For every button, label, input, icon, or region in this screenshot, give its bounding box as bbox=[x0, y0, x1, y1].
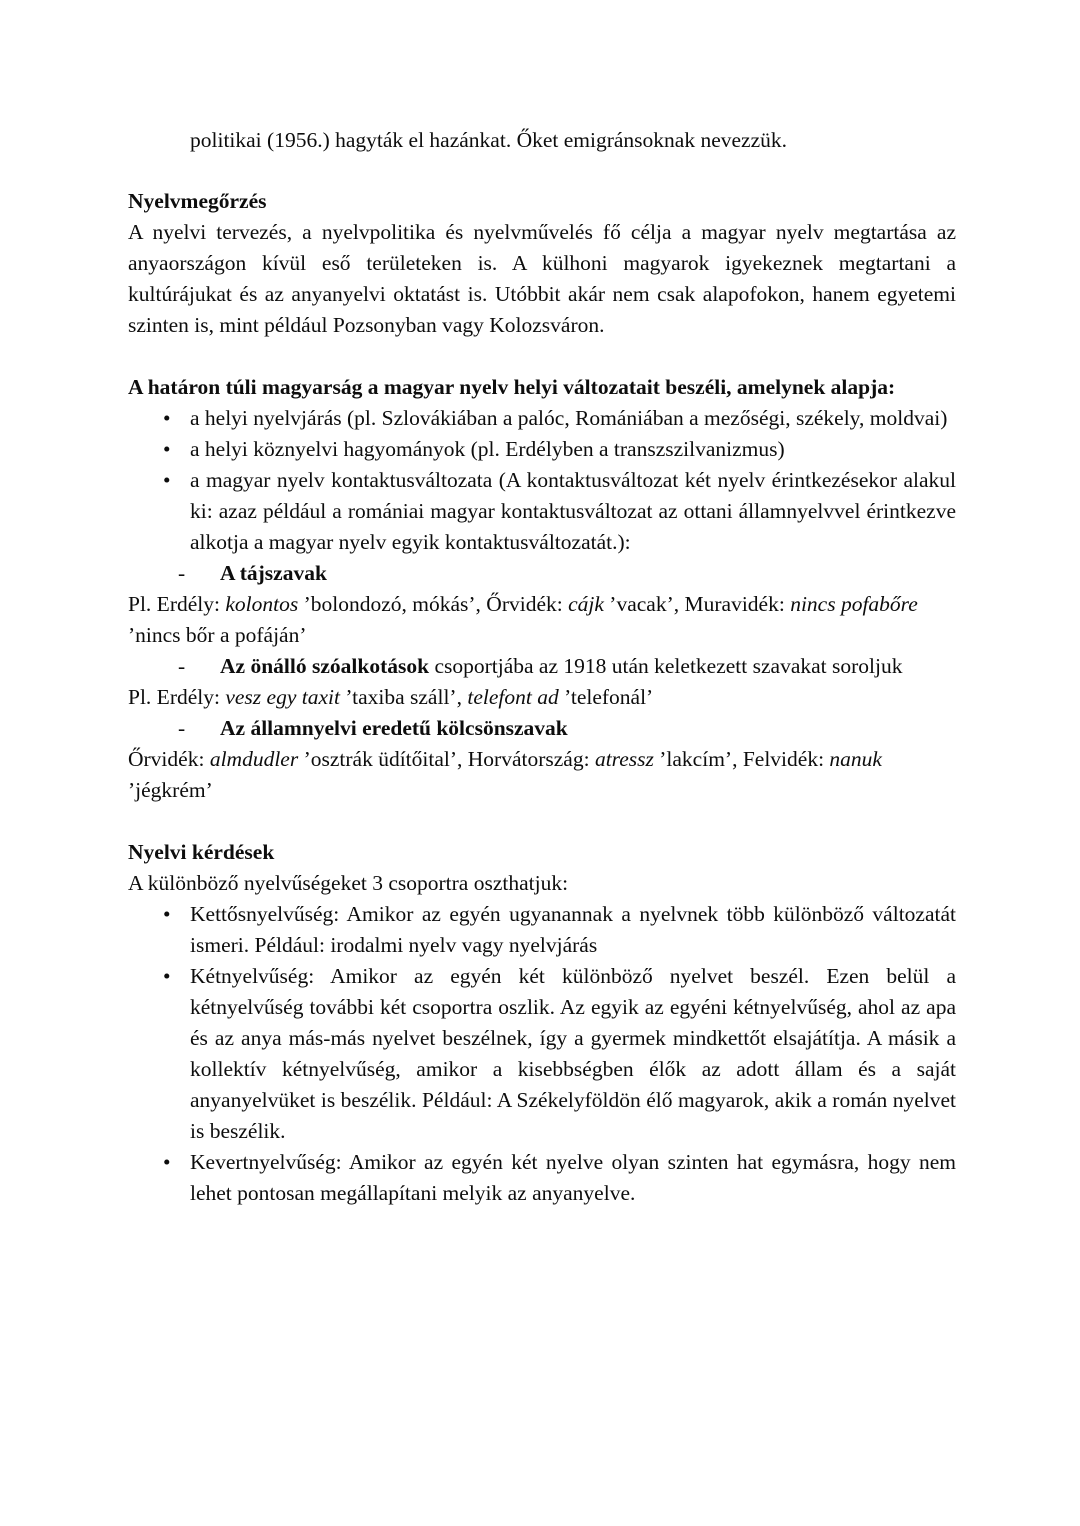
example-term: kolontos bbox=[225, 592, 299, 616]
list-item bbox=[128, 961, 956, 1147]
sub-list-item-title: Az önálló szóalkotások bbox=[220, 654, 430, 678]
bullet-disc-icon: • bbox=[163, 437, 171, 461]
example-gloss: ’telefonál’ bbox=[558, 685, 654, 709]
list-item bbox=[128, 1147, 956, 1209]
spacer bbox=[128, 156, 956, 186]
example-gloss: Pl. Erdély: bbox=[128, 592, 226, 616]
sub-list-item-title: Az államnyelvi eredetű kölcsönszavak bbox=[220, 716, 568, 740]
sub-list-example bbox=[128, 682, 956, 713]
opening-paragraph: politikai (1956.) hagyták el hazánkat. Őket emigránsoknak nevezzük. bbox=[190, 128, 788, 152]
section-heading-hataron-tuli: A határon túli magyarság a magyar nyelv helyi változatait beszéli, amelynek alapja: bbox=[128, 375, 896, 399]
bullet-disc-icon: • bbox=[163, 964, 171, 988]
section-body-nyelvmegorzes: A nyelvi tervezés, a nyelvpolitika és nyelvművelés fő célja a magyar nyelv megtartása az anyaországon kívül eső területeken is. A külhoni magyarok igyekeznek megtartani a kultúrájukat és az anyanyelvi oktatást is. Utóbbit akár nem csak alapofokon, hanem egyetemi szinten is, mint például Pozsonyban vagy Kolozsváron. bbox=[128, 220, 956, 337]
sub-list-item-title: A tájszavak bbox=[220, 561, 327, 585]
sub-list-example bbox=[128, 744, 956, 806]
bullet-disc-icon: • bbox=[163, 902, 171, 926]
dash-marker-icon: - bbox=[178, 561, 186, 585]
sub-list-item-title-trailing: csoportjába az 1918 után keletkezett szavakat soroljuk bbox=[429, 654, 903, 678]
page-content bbox=[128, 125, 956, 1209]
bullet-disc-icon: • bbox=[163, 1150, 171, 1174]
sub-list-item bbox=[128, 558, 956, 589]
example-term: vesz egy taxit bbox=[225, 685, 340, 709]
list-item bbox=[128, 434, 956, 465]
example-gloss: ’nincs bőr a pofáján’ bbox=[128, 623, 307, 647]
list-item-label: Kétnyelvűség: Amikor az egyén két különböző nyelvet beszél. Ezen belül a kétnyelvűség további két csoportra oszlik. Az egyik az egyéni kétnyelvűség, ahol az apa és az anya más-más nyelvet beszélnek, így a gyermek mindkettőt elsajátítja. A másik a kollektív kétnyelvűség, amikor a kisebbségben élők az adott állam és a saját anyanyelvüket is beszélik. Például: A Székelyföldön élő magyarok, akik a román nyelvet is beszélik. bbox=[190, 964, 956, 1143]
example-gloss: Pl. Erdély: bbox=[128, 685, 226, 709]
list-item-label: a helyi nyelvjárás (pl. Szlovákiában a palóc, Romániában a mezőségi, székely, moldvai) bbox=[190, 406, 948, 430]
list-item-label: a magyar nyelv kontaktusváltozata (A kontaktusváltozat két nyelv érintkezésekor alakul ki: azaz például a romániai magyar kontaktusváltozat az ottani államnyelvvel érintkezve alkotja a magyar nyelv egyik kontaktusváltozatát.): bbox=[190, 468, 956, 554]
example-term: nincs pofabőre bbox=[790, 592, 918, 616]
example-term: telefont ad bbox=[467, 685, 559, 709]
list-item-label: a helyi köznyelvi hagyományok (pl. Erdélyben a transzszilvanizmus) bbox=[190, 437, 785, 461]
sub-list-example bbox=[128, 589, 956, 651]
example-gloss: ’jégkrém’ bbox=[128, 778, 213, 802]
example-rich-text bbox=[128, 685, 653, 709]
example-rich-text bbox=[128, 747, 882, 802]
example-gloss: ’bolondozó, mókás’, Őrvidék: bbox=[298, 592, 569, 616]
example-gloss: ’lakcím’, Felvidék: bbox=[653, 747, 830, 771]
bullet-disc-icon: • bbox=[163, 468, 171, 492]
spacer bbox=[128, 341, 956, 372]
dash-marker-icon: - bbox=[178, 716, 186, 740]
example-term: almdudler bbox=[209, 747, 299, 771]
list-item-label: Kevertnyelvűség: Amikor az egyén két nyelve olyan szinten hat egymásra, hogy nem lehet pontosan megállapítani melyik az anyanyelve. bbox=[190, 1150, 956, 1205]
section-heading-nyelvmegorzes: Nyelvmegőrzés bbox=[128, 189, 267, 213]
dash-marker-icon: - bbox=[178, 654, 186, 678]
example-gloss: ’taxiba száll’, bbox=[339, 685, 468, 709]
example-gloss: ’vacak’, Muravidék: bbox=[603, 592, 791, 616]
spacer bbox=[128, 806, 956, 837]
example-gloss: ’osztrák üdítőital’, Horvátország: bbox=[298, 747, 595, 771]
example-rich-text bbox=[128, 592, 918, 647]
list-item-label: Kettősnyelvűség: Amikor az egyén ugyanannak a nyelvnek több különböző változatát ismeri. Például: irodalmi nyelv vagy nyelvjárás bbox=[190, 902, 956, 957]
section-intro-nyelvi-kerdesek: A különböző nyelvűségeket 3 csoportra oszthatjuk: bbox=[128, 871, 569, 895]
bullet-disc-icon: • bbox=[163, 406, 171, 430]
nyelvi-kerdesek-bullet-list bbox=[128, 899, 956, 1209]
list-item bbox=[128, 899, 956, 961]
example-term: cájk bbox=[568, 592, 604, 616]
example-term: atressz bbox=[594, 747, 654, 771]
list-item bbox=[128, 403, 956, 434]
example-gloss: Őrvidék: bbox=[128, 747, 210, 771]
example-term: nanuk bbox=[829, 747, 882, 771]
hataron-tuli-dash-list bbox=[128, 558, 956, 806]
list-item bbox=[128, 465, 956, 558]
section-heading-nyelvi-kerdesek: Nyelvi kérdések bbox=[128, 840, 275, 864]
sub-list-item bbox=[128, 713, 956, 744]
hataron-tuli-bullet-list bbox=[128, 403, 956, 558]
sub-list-item bbox=[128, 651, 956, 682]
